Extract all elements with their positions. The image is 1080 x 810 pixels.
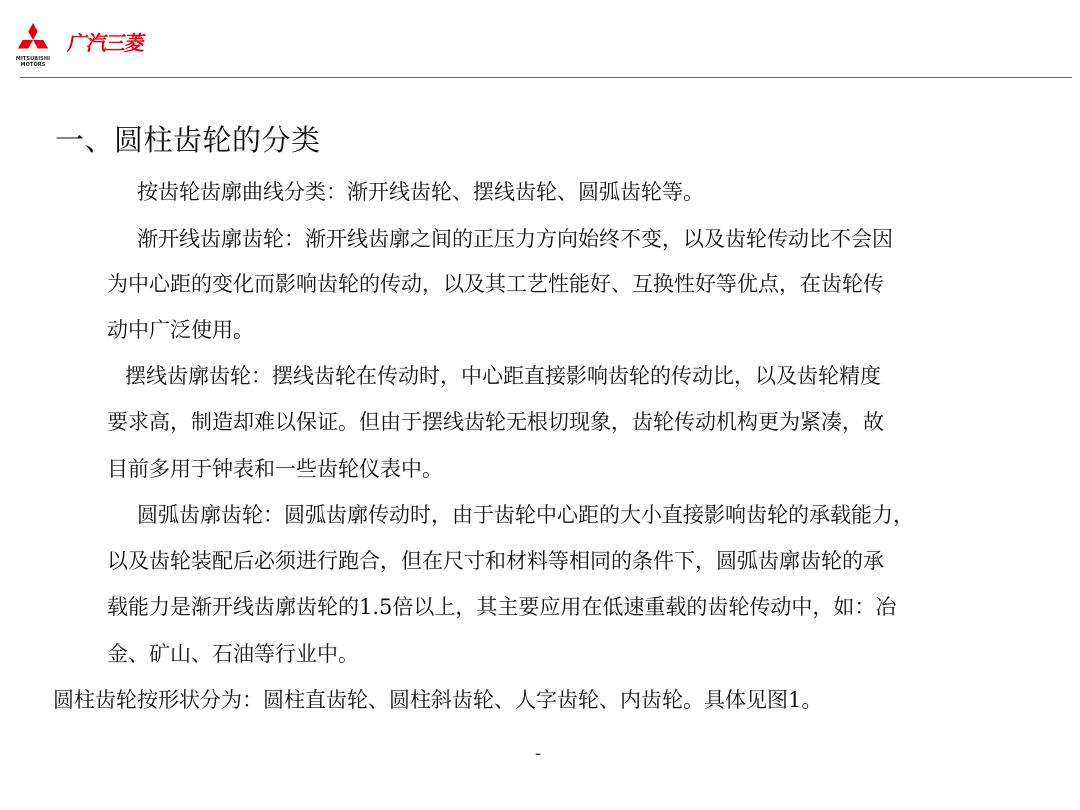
paragraph-line: 圆柱齿轮按形状分为：圆柱直齿轮、圆柱斜齿轮、人字齿轮、内齿轮。具体见图1。	[53, 688, 823, 712]
logo-text-line-2: MOTORS	[20, 62, 46, 68]
paragraph-line: 动中广泛使用。	[107, 318, 254, 342]
paragraph-line: 载能力是渐开线齿廓齿轮的1.5倍以上，其主要应用在低速重载的齿轮传动中，如：冶	[107, 595, 897, 619]
paragraph-line: 目前多用于钟表和一些齿轮仪表中。	[107, 457, 443, 481]
paragraph-line: 金、矿山、石油等行业中。	[107, 642, 359, 666]
paragraph-line: 以及齿轮装配后必须进行跑合，但在尺寸和材料等相同的条件下，圆弧齿廓齿轮的承	[107, 549, 884, 573]
paragraph-line: 要求高，制造却难以保证。但由于摆线齿轮无根切现象，齿轮传动机构更为紧凑，故	[107, 410, 884, 434]
paragraph-line: 圆弧齿廓齿轮：圆弧齿廓传动时，由于齿轮中心距的大小直接影响齿轮的承载能力，	[137, 503, 914, 527]
brand-name-cn: 广汽三菱	[66, 31, 147, 55]
paragraph-line: 摆线齿廓齿轮：摆线齿轮在传动时，中心距直接影响齿轮的传动比，以及齿轮精度	[125, 364, 881, 388]
logo-text-line-1: MITSUBISHI	[15, 56, 51, 62]
slide-title: 一、圆柱齿轮的分类	[55, 123, 321, 157]
page-number: -	[535, 743, 542, 764]
paragraph-line: 渐开线齿廓齿轮：渐开线齿廓之间的正压力方向始终不变，以及齿轮传动比不会因	[137, 227, 893, 251]
paragraph-line: 按齿轮齿廓曲线分类：渐开线齿轮、摆线齿轮、圆弧齿轮等。	[137, 180, 704, 204]
paragraph-line: 为中心距的变化而影响齿轮的传动，以及其工艺性能好、互换性好等优点，在齿轮传	[107, 272, 884, 296]
